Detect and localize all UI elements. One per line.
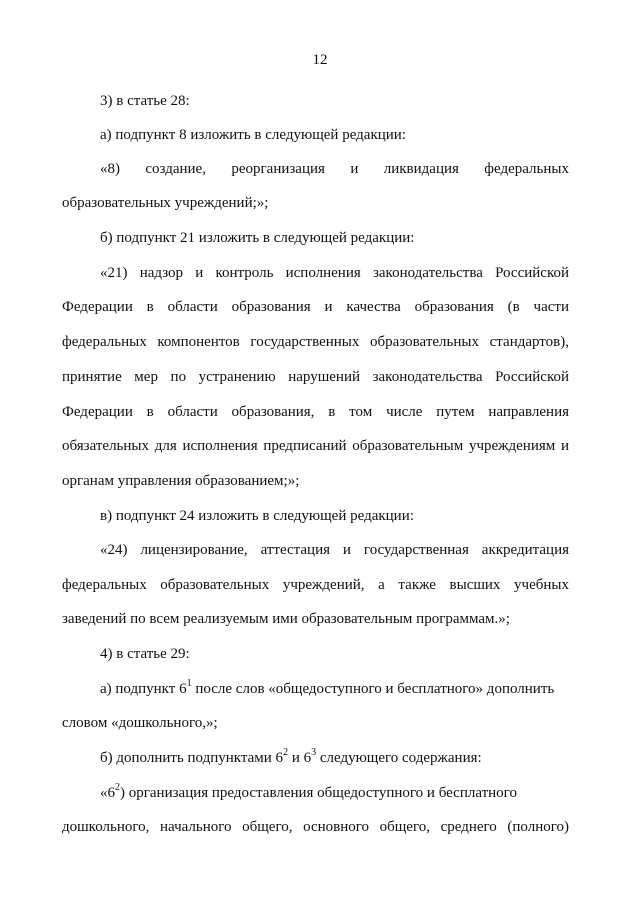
text-line: образовательных учреждений;»;: [62, 195, 269, 211]
text-line: 4) в статье 29:: [100, 646, 190, 662]
text-line: Федерации в области образования, в том числе путем направления: [62, 404, 569, 420]
text-line: «24) лицензирование, аттестация и государственная аккредитация: [100, 542, 569, 558]
text-line: федеральных образовательных учреждений, а также высших учебных: [62, 577, 569, 593]
text-line: словом «дошкольного,»;: [62, 715, 218, 731]
text-fragment: ) организация предоставления общедоступного и бесплатного: [120, 785, 517, 801]
superscript: 2: [283, 747, 289, 758]
text-line: Федерации в области образования и качества образования (в части: [62, 299, 569, 315]
text-fragment: «6: [100, 785, 115, 801]
page-number: 12: [312, 52, 328, 68]
text-line: дошкольного, начального общего, основного общего, среднего (полного): [62, 819, 569, 835]
text-line: в) подпункт 24 изложить в следующей редакции:: [100, 508, 414, 524]
superscript: 3: [311, 747, 317, 758]
text-line: «21) надзор и контроль исполнения законодательства Российской: [100, 265, 569, 281]
text-line: а) подпункт 8 изложить в следующей редакции:: [100, 127, 406, 143]
text-line: б) подпункт 21 изложить в следующей редакции:: [100, 230, 415, 246]
text-line: «8) создание, реорганизация и ликвидация федеральных: [100, 161, 569, 177]
text-line: [100, 680, 569, 698]
superscript: 1: [186, 678, 192, 689]
text-fragment: и 6: [288, 750, 312, 766]
text-line: [100, 749, 569, 767]
text-line: заведений по всем реализуемым ими образовательным программам.»;: [62, 611, 510, 627]
text-fragment: после слов «общедоступного и бесплатного» дополнить: [191, 681, 555, 697]
text-line: федеральных компонентов государственных образовательных стандартов),: [62, 334, 569, 350]
text-line: органам управления образованием;»;: [62, 473, 300, 489]
text-fragment: следующего содержания:: [316, 750, 482, 766]
text-fragment: а) подпункт 6: [100, 681, 187, 697]
superscript: 2: [115, 782, 120, 793]
text-line: 3) в статье 28:: [100, 93, 190, 109]
text-fragment: б) дополнить подпунктами 6: [100, 750, 284, 766]
text-line: обязательных для исполнения предписаний образовательным учреждениям и: [62, 438, 569, 454]
text-line: принятие мер по устранению нарушений законодательства Российской: [62, 369, 569, 385]
text-line: [100, 784, 569, 802]
